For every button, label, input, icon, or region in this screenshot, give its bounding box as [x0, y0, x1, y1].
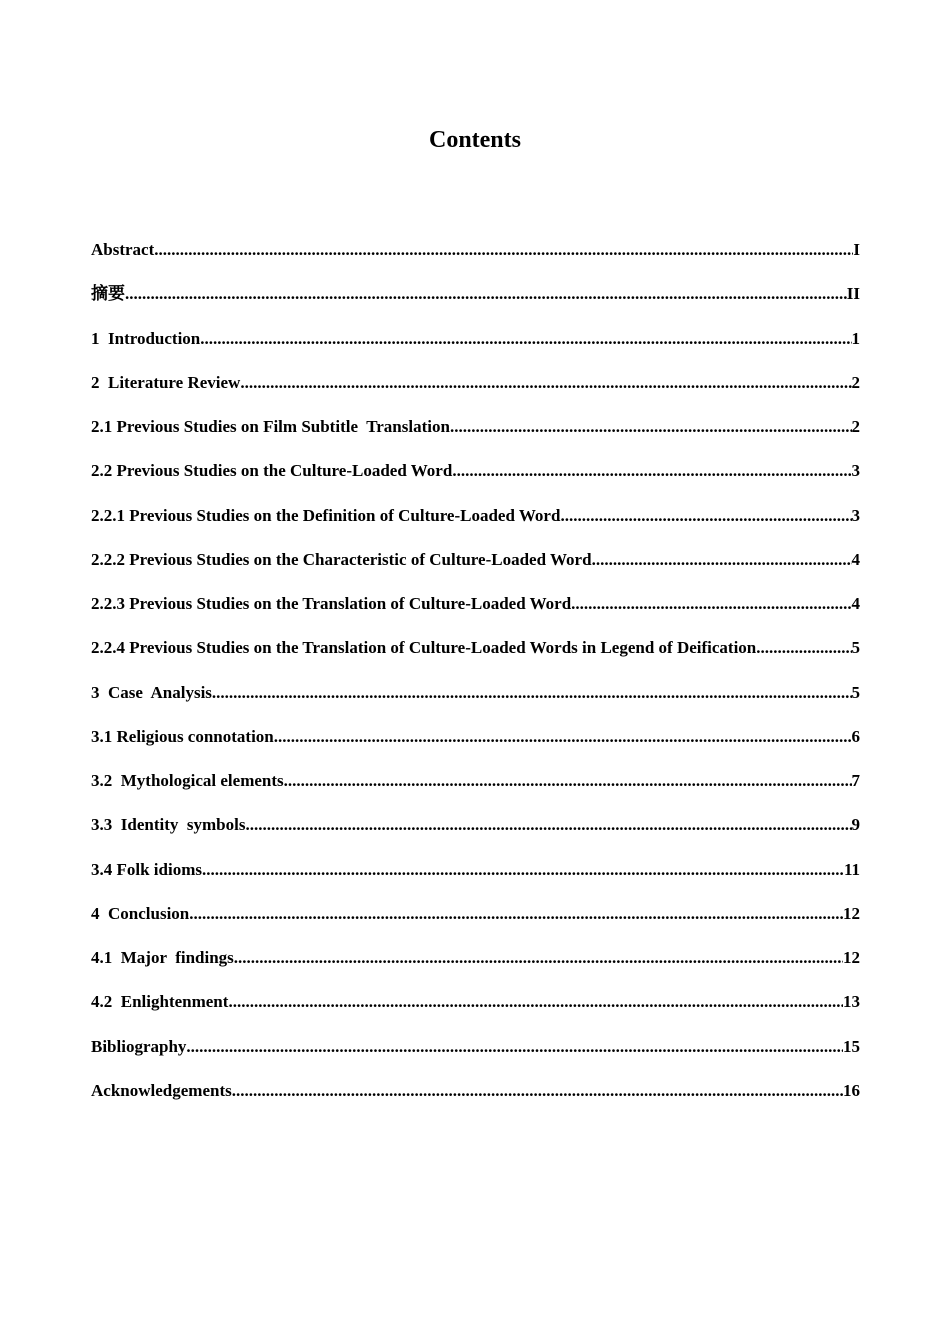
toc-entry-page: 9	[851, 815, 860, 835]
toc-entry-case-analysis[interactable]	[91, 682, 860, 726]
toc-entry-3-4[interactable]	[91, 859, 860, 903]
dot-leader	[232, 1080, 843, 1102]
toc-entry-label: 2.2.1 Previous Studies on the Definition of Culture-Loaded Word	[91, 505, 561, 525]
toc-entry-page: 11	[843, 859, 860, 879]
toc-entry-page: 1	[851, 328, 860, 348]
dot-leader	[571, 593, 851, 615]
toc-entry-label: 3.3 Identity symbols	[91, 815, 246, 835]
toc-entry-conclusion[interactable]	[91, 903, 860, 947]
toc-entry-page: 4	[851, 549, 860, 569]
dot-leader	[450, 416, 852, 438]
toc-entry-4-2[interactable]	[91, 991, 860, 1035]
toc-entry-page: 3	[851, 505, 860, 525]
toc-entry-page: 12	[843, 948, 860, 967]
toc-entry-label: Abstract	[91, 240, 155, 259]
toc-entry-abstract[interactable]	[91, 239, 860, 283]
toc-entry-page: I	[853, 240, 860, 259]
toc-entry-page: 5	[851, 682, 860, 702]
dot-leader	[154, 239, 853, 261]
toc-entry-2-2-2[interactable]	[91, 549, 860, 593]
toc-entry-literature-review[interactable]	[91, 372, 860, 416]
toc-entry-label: Bibliography	[91, 1036, 187, 1056]
dot-leader	[245, 814, 851, 836]
toc-entry-label: 1 Introduction	[91, 328, 201, 348]
toc-entry-bibliography[interactable]	[91, 1036, 860, 1080]
dot-leader	[274, 726, 852, 748]
toc-entry-label: 2.2.2 Previous Studies on the Characteristic of Culture-Loaded Word	[91, 549, 592, 569]
toc-entry-label: 4 Conclusion	[91, 903, 190, 923]
toc-entry-label: 4.2 Enlightenment	[91, 992, 229, 1012]
toc-entry-page: 13	[843, 992, 860, 1012]
toc-entry-acknowledgements[interactable]	[91, 1080, 860, 1124]
toc-entry-page: 12	[843, 903, 860, 923]
dot-leader	[560, 505, 851, 527]
toc-entry-page: 4	[851, 594, 860, 613]
table-of-contents	[91, 239, 860, 1124]
toc-entry-label: 2.2 Previous Studies on the Culture-Loaded Word	[91, 461, 453, 481]
page-title: Contents	[428, 127, 521, 153]
toc-entry-page: 3	[851, 461, 860, 481]
toc-entry-3-2[interactable]	[91, 770, 860, 814]
toc-entry-label: 3.4 Folk idioms	[91, 859, 202, 879]
dot-leader	[202, 859, 844, 881]
dot-leader	[186, 1036, 843, 1058]
toc-entry-chinese-abstract[interactable]	[91, 283, 860, 327]
dot-leader	[228, 991, 843, 1013]
toc-entry-label: 2.2.3 Previous Studies on the Translation of Culture-Loaded Word	[91, 594, 572, 613]
dot-leader	[200, 328, 851, 350]
toc-entry-2-2[interactable]	[91, 460, 860, 504]
dot-leader	[240, 372, 851, 394]
dot-leader	[452, 460, 851, 482]
dot-leader	[125, 283, 847, 305]
toc-entry-label: 2.2.4 Previous Studies on the Translation of Culture-Loaded Words in Legend of Deification	[91, 638, 757, 658]
dot-leader	[189, 903, 843, 925]
toc-entry-label: 3.2 Mythological elements	[91, 771, 284, 790]
toc-entry-3-3[interactable]	[91, 814, 860, 858]
toc-entry-label: 3.1 Religious connotation	[91, 726, 274, 746]
toc-entry-page: 2	[851, 417, 860, 436]
toc-entry-page: 5	[851, 638, 860, 658]
toc-entry-page: 7	[851, 771, 860, 790]
toc-entry-4-1[interactable]	[91, 947, 860, 991]
dot-leader	[212, 682, 852, 704]
dot-leader	[756, 637, 851, 659]
toc-entry-label: 2 Literature Review	[91, 372, 241, 392]
toc-entry-page: 15	[843, 1036, 860, 1056]
dot-leader	[284, 770, 852, 792]
toc-entry-introduction[interactable]	[91, 328, 860, 372]
toc-entry-label: 摘要	[91, 284, 125, 304]
toc-entry-page: 2	[851, 372, 860, 392]
dot-leader	[592, 549, 852, 571]
toc-entry-label: Acknowledgements	[91, 1080, 232, 1100]
dot-leader	[234, 947, 843, 969]
toc-entry-page: 16	[843, 1080, 860, 1100]
toc-entry-label: 3 Case Analysis	[91, 682, 212, 702]
toc-entry-page: 6	[851, 726, 860, 746]
toc-entry-page: II	[846, 284, 860, 304]
toc-entry-3-1[interactable]	[91, 726, 860, 770]
toc-entry-2-2-4[interactable]	[91, 637, 860, 681]
toc-entry-2-2-1[interactable]	[91, 505, 860, 549]
toc-entry-2-1[interactable]	[91, 416, 860, 460]
toc-entry-label: 2.1 Previous Studies on Film Subtitle Translation	[91, 417, 450, 436]
toc-entry-2-2-3[interactable]	[91, 593, 860, 637]
toc-entry-label: 4.1 Major findings	[91, 948, 234, 967]
